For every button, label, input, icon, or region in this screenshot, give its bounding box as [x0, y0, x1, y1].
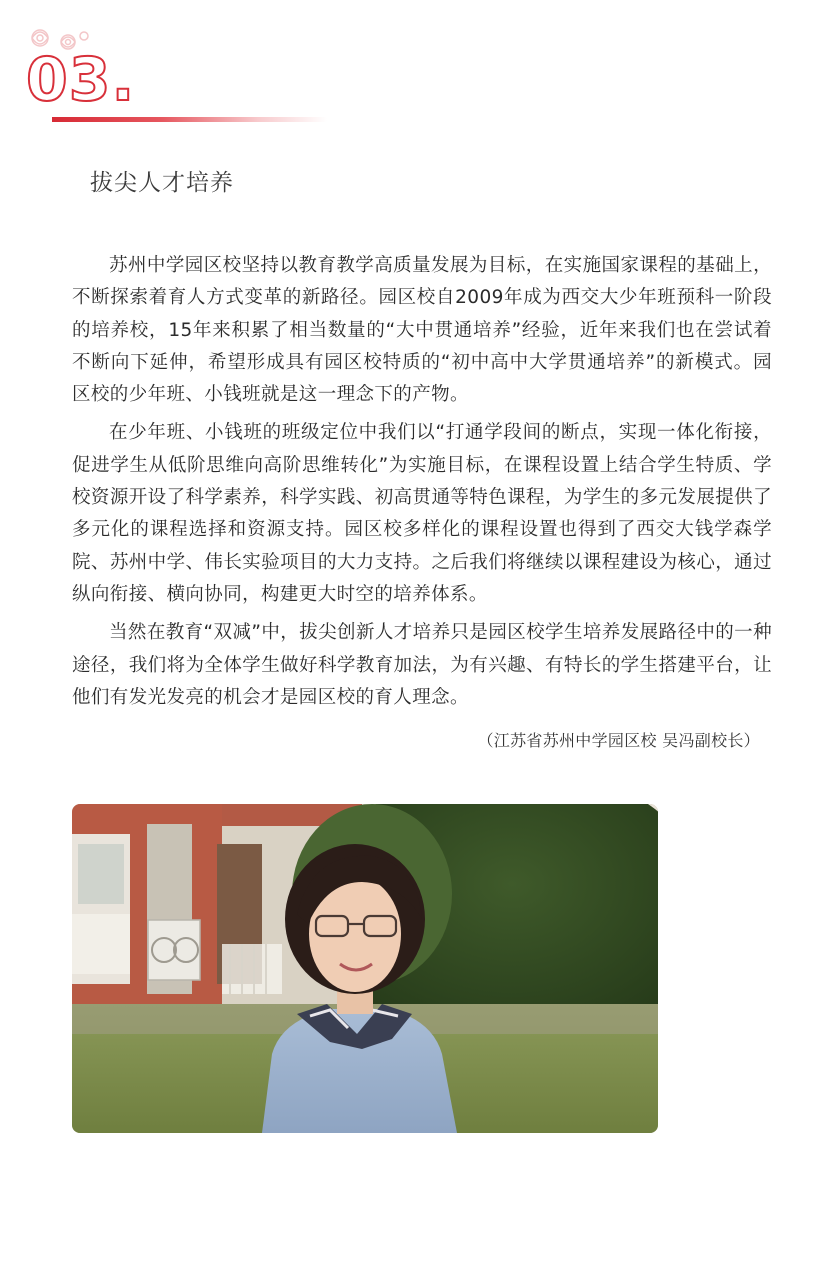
section-divider	[52, 117, 327, 122]
article-paragraph: 在少年班、小钱班的班级定位中我们以“打通学段间的断点，实现一体化衔接，促进学生从低阶思维向高阶思维转化”为实施目标，在课程设置上结合学生特质、学校资源开设了科学素养，科学实践、初高贯通等特色课程，为学生的多元发展提供了多元化的课程选择和资源支持。园区校多样化的课程设置也得到了西交大钱学森学院、苏州中学、伟长实验项目的大力支持。之后我们将继续以课程建设为核心，通过纵向衔接、横向协同，构建更大时空的培养体系。	[72, 422, 772, 605]
portrait-photo	[72, 804, 658, 1133]
section-number: 03.	[26, 45, 136, 115]
article-paragraph: 苏州中学园区校坚持以教育教学高质量发展为目标，在实施国家课程的基础上，不断探索着育人方式变革的新路径。园区校自2009年成为西交大少年班预科一阶段的培养校，15年来积累了相当数量的“大中贯通培养”经验，近年来我们也在尝试着不断向下延伸，希望形成具有园区校特质的“初中高中大学贯通培养”的新模式。园区校的少年班、小钱班就是这一理念下的产物。	[72, 255, 772, 406]
section-title: 拔尖人才培养	[90, 170, 234, 196]
attribution: （江苏省苏州中学园区校 吴冯副校长）	[477, 731, 760, 750]
article-paragraph: 当然在教育“双减”中，拔尖创新人才培养只是园区校学生培养发展路径中的一种途径，我们将为全体学生做好科学教育加法，为有兴趣、有特长的学生搭建平台，让他们有发光发亮的机会才是园区校的育人理念。	[72, 622, 772, 708]
article-body	[72, 250, 772, 720]
